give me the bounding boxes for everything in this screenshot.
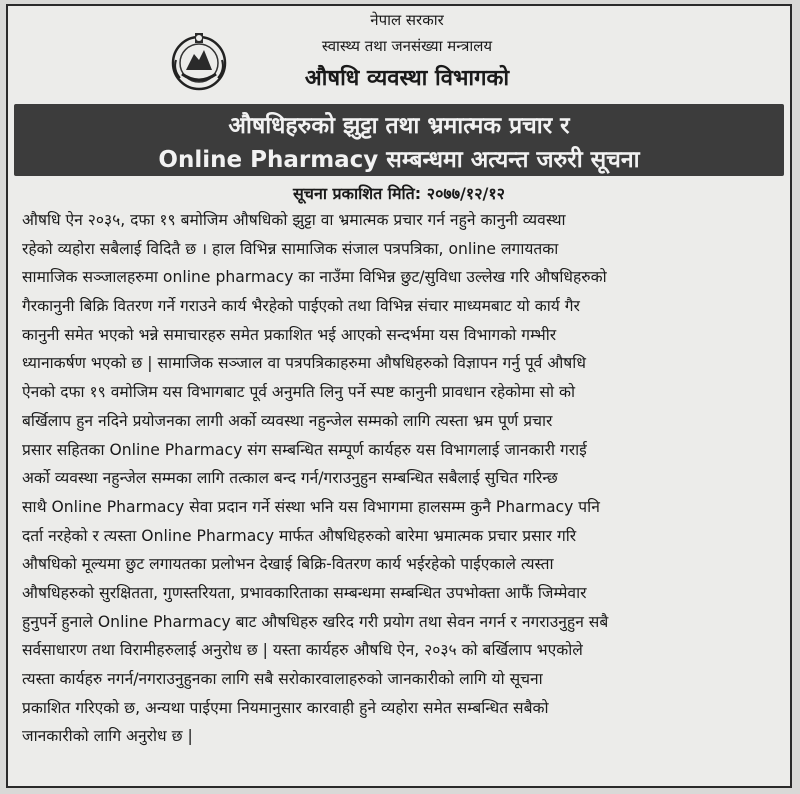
notice-body bbox=[22, 206, 782, 751]
body-line: रहेको व्यहोरा सबैलाई विदितै छ । हाल विभिन्न सामाजिक संजाल पत्रपत्रिका, online लगायतका bbox=[22, 239, 559, 258]
body-line: औषधिहरुको सुरक्षितता, गुणस्तरियता, प्रभावकारिताका सम्बन्धमा सम्बन्धित उपभोक्ता आफैं जिम्मेवार bbox=[22, 583, 587, 602]
department-name: औषधि व्यवस्था विभागको bbox=[304, 66, 510, 91]
body-line: त्यस्ता कार्यहरु नगर्न/नगराउनुहुनका लागि सबै सरोकारवालाहरुको जानकारीको लागि यो सूचना bbox=[22, 670, 543, 688]
body-line: प्रकाशित गरिएको छ, अन्यथा पाईएमा नियमानुसार कारवाही हुने व्यहोरा समेत सम्बन्धित सबैको bbox=[22, 698, 549, 717]
body-line: जानकारीको लागि अनुरोध छ | bbox=[22, 727, 193, 746]
body-line: साथै Online Pharmacy सेवा प्रदान गर्ने संस्था भनि यस विभागमा हालसम्म कुनै Pharmacy पनि bbox=[22, 497, 600, 516]
ministry-name: स्वास्थ्य तथा जनसंख्या मन्त्रालय bbox=[321, 37, 493, 55]
body-line: ऐनको दफा १९ वमोजिम यस विभागबाट पूर्व अनुमति लिनु पर्ने स्पष्ट कानुनी प्रावधान रहेकोमा सो को bbox=[22, 383, 576, 402]
body-line: ध्यानाकर्षण भएको छ | सामाजिक सञ्जाल वा पत्रपत्रिकाहरुमा औषधिहरुको विज्ञापन गर्नु पूर्व औषधि bbox=[22, 354, 586, 373]
government-name: नेपाल सरकार bbox=[370, 11, 444, 29]
body-line: दर्ता नरहेको र त्यस्ता Online Pharmacy मार्फत औषधिहरुको बारेमा भ्रमात्मक प्रचार प्रसार गरि bbox=[22, 526, 577, 545]
body-line: हुनुपर्ने हुनाले Online Pharmacy बाट औषधिहरु खरिद गरी प्रयोग तथा सेवन नगर्न र नगराउनुहुन सबै bbox=[22, 612, 609, 631]
body-line: गैरकानुनी बिक्रि वितरण गर्ने गराउने कार्य भैरहेको पाईएको तथा विभिन्न संचार माध्यमबाट यो कार्य गैर bbox=[22, 297, 580, 316]
notice-title-line-1: औषधिहरुको झुट्टा तथा भ्रमात्मक प्रचार र bbox=[228, 113, 570, 139]
notice-title-line-2: Online Pharmacy सम्बन्धमा अत्यन्त जरुरी सूचना bbox=[158, 147, 640, 173]
body-line: कानुनी समेत भएको भन्ने समाचारहरु समेत प्रकाशित भई आएको सन्दर्भमा यस विभागको गम्भीर bbox=[22, 325, 557, 344]
body-line: बर्खिलाप हुन नदिने प्रयोजनका लागी अर्को व्यवस्था नहुन्जेल सम्मको लागि त्यस्ता भ्रम पूर्ण प्रचार bbox=[22, 411, 553, 430]
body-line: प्रसार सहितका Online Pharmacy संग सम्बन्धित सम्पूर्ण कार्यहरु यस विभागलाई जानकारी गराई bbox=[22, 440, 587, 459]
notice-publish-date: सूचना प्रकाशित मिति: २०७७/१२/१२ bbox=[292, 184, 505, 203]
notice-header bbox=[8, 6, 790, 102]
body-line: सर्वसाधारण तथा विरामीहरुलाई अनुरोध छ | यस्ता कार्यहरु औषधि ऐन, २०३५ को बर्खिलाप भएकोले bbox=[22, 641, 583, 660]
notice-title-banner bbox=[14, 104, 784, 176]
body-line: सामाजिक सञ्जालहरुमा online pharmacy का नाउँमा विभिन्न छुट/सुविधा उल्लेख गरि औषधिहरुको bbox=[22, 268, 607, 287]
notice-page bbox=[6, 4, 792, 788]
body-line: अर्को व्यवस्था नहुन्जेल सम्मका लागि तत्काल बन्द गर्न/गराउनुहुन सम्बन्धित सबैलाई सुचित गरिन्छ bbox=[22, 469, 558, 488]
body-line: औषधि ऐन २०३५, दफा १९ बमोजिम औषधिको झुट्टा वा भ्रमात्मक प्रचार गर्न नहुने कानुनी व्यवस्था bbox=[22, 211, 566, 229]
body-line: औषधिको मूल्यमा छुट लगायतका प्रलोभन देखाई बिक्रि-वितरण कार्य भईरहेको पाईएकाले त्यस्ता bbox=[22, 555, 554, 574]
